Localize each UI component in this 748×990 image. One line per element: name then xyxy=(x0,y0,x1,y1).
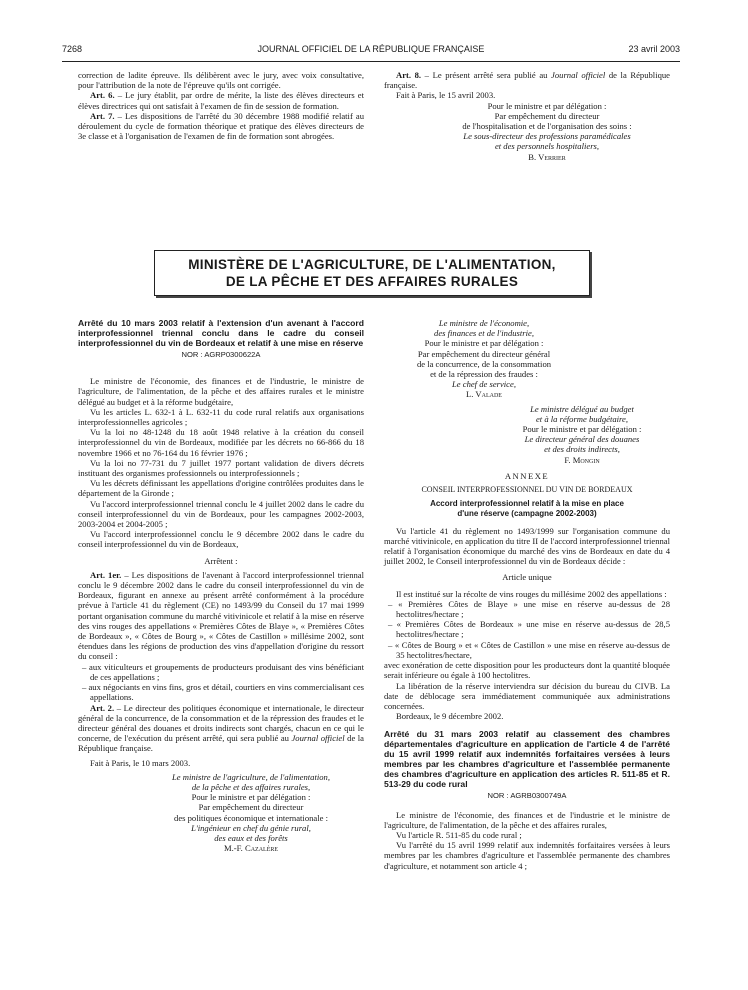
issue-date: 23 avril 2003 xyxy=(628,44,680,54)
left-column xyxy=(78,318,364,853)
paragraph: Vu l'article 41 du règlement no 1493/1999 sur l'organisation commune du marché vitivinicole, en application du titre II de l'accord interprofessionnel triennal relatif à l'organisation économique du marché des vins de Bordeaux en date du 4 juillet 2002, le Conseil interprofessionnel du vin de Bordeaux décide : xyxy=(384,525,670,567)
page-header xyxy=(62,44,680,58)
list-item: – aux négociants en vins fins, gros et détail, courtiers en vins commercialisant ces appellations. xyxy=(82,682,364,703)
paragraph: Le ministre de l'économie, des finances et de l'industrie, le ministre de l'agriculture, de l'alimentation, de la pêche et des affaires rurales et le ministre délégué au budget et à la réforme budgétaire, xyxy=(78,376,364,407)
signature-block-budget: Le ministre délégué au budget et à la réforme budgétaire, Pour le ministre et par délégation : Le directeur général des douanes et des droits indirects, F. Mongin xyxy=(522,403,642,465)
top-right-column xyxy=(384,70,670,162)
paragraph: La libération de la réserve interviendra sur décision du bureau du CIVB. La date de déblocage sera immédiatement communiquée aux administrations concernées. xyxy=(384,680,670,711)
accord-heading: Accord interprofessionnel relatif à la mise en place d'une réserve (campagne 2002-2003) xyxy=(430,499,624,519)
article-6: Art. 6. – Le jury établit, par ordre de mérite, la liste des élèves directeurs et élèves directrices qui ont satisfait à l'examen de fin de session de formation. xyxy=(78,90,364,111)
list-item: – « Premières Côtes de Blaye » une mise en réserve au-dessus de 28 hectolitres/hectare ; xyxy=(388,598,670,620)
paragraph: Vu les articles L. 632-1 à L. 632-11 du code rural relatifs aux organisations interprofessionnelles agricoles ; xyxy=(78,406,364,428)
paragraph: Le ministre de l'économie, des finances et de l'industrie et le ministre de l'agriculture, de l'alimentation, de la pêche et des affaires rurales, xyxy=(384,809,670,830)
paragraph: Vu l'arrêté du 15 avril 1999 relatif aux indemnités forfaitaires versées à leurs membres par les chambres d'agriculture et l'assemblée permanente des chambres d'agriculture, et notamment son article 4 ; xyxy=(384,840,670,871)
signature-block: Pour le ministre et par délégation : Par empêchement du directeur de l'hospitalisation et de l'organisation des soins : Le sous-directeur des professions paramédicales et des personnels hospitaliers, B. Verrier xyxy=(462,100,632,162)
paragraph: Bordeaux, le 9 décembre 2002. xyxy=(396,711,504,722)
page-number: 7268 xyxy=(62,44,83,54)
paragraph: Vu l'accord interprofessionnel conclu le 9 décembre 2002 dans le cadre du conseil interprofessionnel du vin de Bordeaux, xyxy=(78,529,364,550)
paragraph: Vu la loi no 77-731 du 7 juillet 1977 portant validation de divers décrets instituant des organismes professionnels ou interprofessionnels ; xyxy=(78,457,364,479)
list-item: – aux viticulteurs et groupements de producteurs produisant des vins bénéficiant de ces appellations ; xyxy=(82,661,364,682)
paragraph: Vu l'article R. 511-85 du code rural ; xyxy=(396,829,522,840)
article-1: Art. 1er. – Les dispositions de l'avenant à l'accord interprofessionnel triennal conclu le 9 décembre 2002 dans le cadre du conseil interprofessionnel du vin de Bordeaux, figurant en annexe au présent arrêté conformément à la procédure prévue à l'article 41 du règlement (CE) no 1493/99 du Conseil du 17 mai 1999 portant organisation commune du marché vitivinicole et relatif à la mise en réserve des vins rouges des appellations « Premières Côtes de Blaye », « Premières Côtes de Bordeaux », « Côtes de Bourg », « Côtes de Castillon » millésime 2002, sont étendues dans les régions de production des vins d'appellation d'origine du ressort du conseil : xyxy=(78,569,364,662)
article-8: Art. 8. – Le présent arrêté sera publié au Journal officiel de la République française. xyxy=(384,70,670,91)
article-7: Art. 7. – Les dispositions de l'arrêté du 30 décembre 1988 modifié relatif au déroulement du cycle de formation théorique et pratique des élèves directeurs de 3e classe et à l'organisation de l'examen de fin de formation sont abrogées. xyxy=(78,110,364,142)
paragraph: Il est institué sur la récolte de vins rouges du millésime 2002 des appellations : xyxy=(396,588,667,599)
signed-place-date: Fait à Paris, le 10 mars 2003. xyxy=(90,757,191,768)
article-unique: Article unique xyxy=(502,572,552,583)
right-column xyxy=(384,318,670,871)
list-item: – « Côtes de Bourg » et « Côtes de Castillon » une mise en réserve au-dessus de 35 hectolitres/hectare, xyxy=(388,639,670,660)
arretent: Arrêtent : xyxy=(204,555,238,566)
decree-1-title: Arrêté du 10 mars 2003 relatif à l'extension d'un avenant à l'accord interprofessionnel triennal conclu dans le cadre du conseil interprofessionnel du vin de Bordeaux et relatif à une mise en réserve xyxy=(78,318,364,348)
list-item: – « Premières Côtes de Bordeaux » une mise en réserve au-dessus de 28,5 hectolitres/hectare ; xyxy=(388,619,670,640)
decree-1-nor: NOR : AGRP0300622A xyxy=(181,350,261,359)
conseil-heading: CONSEIL INTERPROFESSIONNEL DU VIN DE BORDEAUX xyxy=(421,485,633,495)
ministry-line-1: MINISTÈRE DE L'AGRICULTURE, DE L'ALIMENTATION, xyxy=(188,257,556,272)
journal-title: JOURNAL OFFICIEL DE LA RÉPUBLIQUE FRANÇAISE xyxy=(257,44,485,54)
signed-place-date: Fait à Paris, le 15 avril 2003. xyxy=(396,90,496,101)
signature-block-economy: Le ministre de l'économie, des finances et de l'industrie, Pour le ministre et par délégation : Par empêchement du directeur général de la concurrence, de la consommation et de la répression des fraudes : Le chef de service, L. Valade xyxy=(416,318,552,400)
annexe-heading: ANNEXE xyxy=(504,470,550,481)
decree-2-nor: NOR : AGRB0300749A xyxy=(487,791,567,801)
decree-2-title: Arrêté du 31 mars 2003 relatif au classement des chambres départementales d'agriculture en application de l'article 4 de l'arrêté du 15 avril 1999 relatif aux indemnités forfaitaires versées à leurs membres par les chambres d'agriculture et l'assemblée permanente des chambres d'agriculture en application des articles R. 511-85 et R. 513-29 du code rural xyxy=(384,729,670,790)
signature-block: Le ministre de l'agriculture, de l'alimentation, de la pêche et des affaires rurales, Pour le ministre et par délégation : Par empêchement du directeur des politiques économique et internationale : L'ingénieur en chef du génie rural, des eaux et des forêts M.-F. Cazalère xyxy=(172,771,330,854)
ministry-banner xyxy=(154,250,590,296)
paragraph: Vu les décrets définissant les appellations d'origine contrôlées produites dans le département de la Gironde ; xyxy=(78,478,364,499)
ministry-line-2: DE LA PÊCHE ET DES AFFAIRES RURALES xyxy=(225,274,519,289)
paragraph: Vu la loi no 48-1248 du 18 août 1948 relative à la création du conseil interprofessionnel du vin de Bordeaux, modifiée par les décrets no 66-866 du 18 novembre 1966 et no 76-164 du 16 février 1976 ; xyxy=(78,427,364,458)
paragraph: correction de ladite épreuve. Ils délibèrent avec le jury, avec voix consultative, pour l'attribution de la note de l'épreuve qu'ils ont corrigée. xyxy=(78,70,364,91)
top-left-column xyxy=(78,70,364,141)
paragraph: avec exonération de cette disposition pour les producteurs dont la quantité bloquée serait inférieure ou égale à 100 hectolitres. xyxy=(384,660,670,681)
article-2: Art. 2. – Le directeur des politiques économique et internationale, le directeur général de la concurrence, de la consommation et de la répression des fraudes et le directeur général des douanes et droits indirects sont chargés, chacun en ce qui le concerne, de l'exécution du présent arrêté, qui sera publié au Journal officiel de la République française. xyxy=(78,702,364,754)
paragraph: Vu l'accord interprofessionnel triennal conclu le 4 juillet 2002 dans le cadre du conseil interprofessionnel du vin de Bordeaux, pour les campagnes 2002-2003, 2003-2004 et 2004-2005 ; xyxy=(78,498,364,530)
header-rule xyxy=(62,61,680,62)
